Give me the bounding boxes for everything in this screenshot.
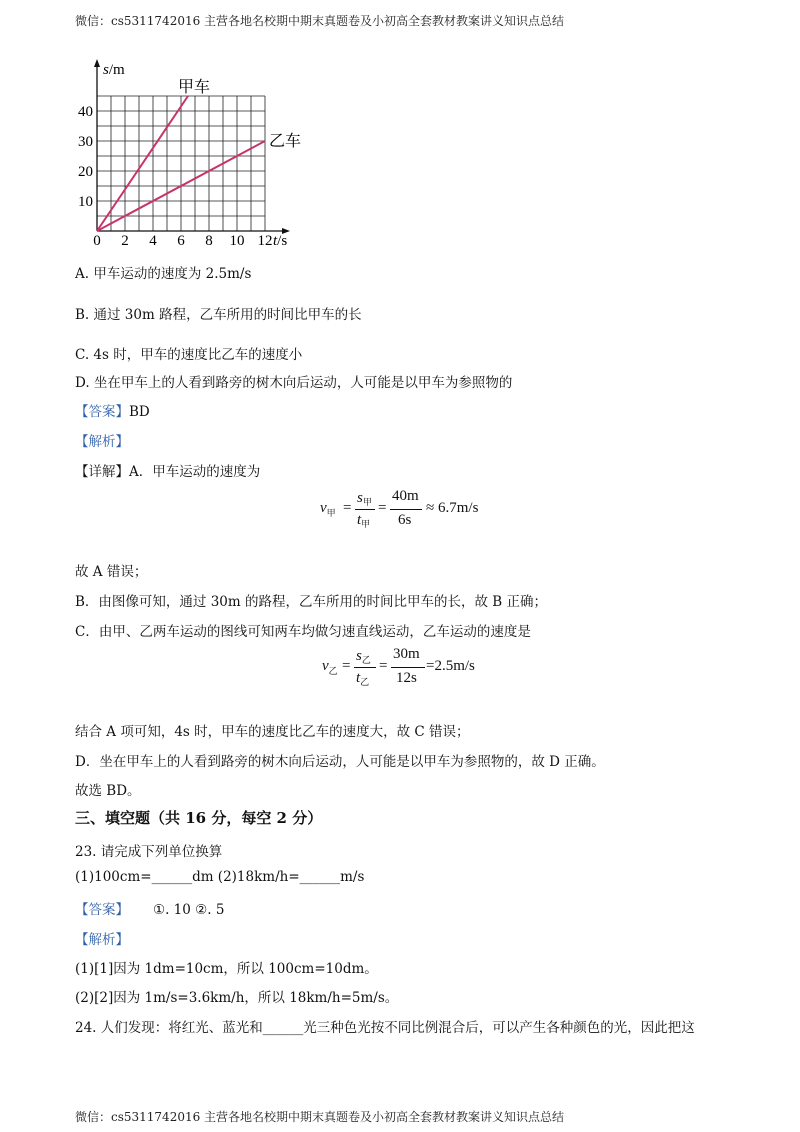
x-tick-label: 2 xyxy=(121,233,129,249)
formula1-lhs: $v_甲$ xyxy=(320,500,336,518)
y-tick-label: 20 xyxy=(78,164,93,180)
page-header: 微信：cs5311742016 主营各地名校期中期末真题卷及小初高全套教材教案讲义知识点总结 xyxy=(75,14,565,28)
x-tick-label: 10 xyxy=(229,233,245,249)
formula2-lhs: $v_乙$ xyxy=(322,658,338,676)
y-axis-arrow xyxy=(94,59,100,67)
question-23: 23. 请完成下列单位换算 xyxy=(75,844,223,860)
chart-series xyxy=(97,78,301,231)
y-tick-label: 30 xyxy=(78,134,93,150)
x-tick-label: 8 xyxy=(205,233,213,249)
x-axis-label: t/s xyxy=(273,233,288,249)
text-choose: 故选 BD。 xyxy=(75,783,141,799)
formula-speed-yi xyxy=(322,646,522,696)
series-label-1: 甲车 xyxy=(178,79,211,96)
detail-line xyxy=(75,460,260,480)
answer-value: BD xyxy=(129,404,150,420)
x-tick-label: 0 xyxy=(93,233,101,249)
analysis-tag: 【解析】 xyxy=(75,434,129,450)
q23-detail-2: (2)[2]因为 1m/s=3.6km/h，所以 18km/h=5m/s。 xyxy=(75,990,399,1006)
formula1-num2: 40m xyxy=(392,488,419,504)
text-a-wrong: 故 A 错误； xyxy=(75,564,148,580)
option-a: A. 甲车运动的速度为 2.5m/s xyxy=(75,266,252,282)
answer-tag: 【答案】 xyxy=(75,404,129,420)
formula-speed-jia xyxy=(320,488,520,538)
formula1-bar2 xyxy=(390,509,422,510)
question-23-blanks: (1)100cm=______dm (2)18km/h=______m/s xyxy=(75,869,365,885)
formula1-eq1: = xyxy=(343,500,352,516)
text-c: C．由甲、乙两车运动的图线可知两车均做匀速直线运动，乙车运动的速度是 xyxy=(75,624,531,640)
text-c2: 结合 A 项可知，4s 时，甲车的速度比乙车的速度大，故 C 错误； xyxy=(75,724,470,740)
formula1-eq2: = xyxy=(378,500,387,516)
x-tick-label: 4 xyxy=(149,233,157,249)
y-axis-label: s/m xyxy=(103,62,125,78)
answer-line xyxy=(75,400,150,420)
distance-time-chart xyxy=(60,55,320,255)
option-d: D. 坐在甲车上的人看到路旁的树木向后运动，人可能是以甲车为参照物的 xyxy=(75,375,513,391)
section-title: 三、填空题（共 16 分，每空 2 分） xyxy=(75,809,323,827)
text-b: B．由图像可知，通过 30m 的路程，乙车所用的时间比甲车的长，故 B 正确； xyxy=(75,594,547,610)
formula2-num: $s_乙$ xyxy=(356,648,371,665)
x-tick-label: 12 xyxy=(257,233,273,249)
text-d: D．坐在甲车上的人看到路旁的树木向后运动，人可能是以甲车为参照物的，故 D 正确。 xyxy=(75,754,605,770)
formula1-rhs: ≈ 6.7m/s xyxy=(426,500,479,516)
detail-tag: 【详解】 xyxy=(75,464,129,480)
question-24: 24. 人们发现：将红光、蓝光和______光三种色光按不同比例混合后，可以产生各种颜色的光，因此把这 xyxy=(75,1020,695,1036)
x-tick-label: 6 xyxy=(177,233,185,249)
option-b: B. 通过 30m 路程，乙车所用的时间比甲车的长 xyxy=(75,307,362,323)
page-footer: 微信：cs5311742016 主营各地名校期中期末真题卷及小初高全套教材教案讲义知识点总结 xyxy=(75,1110,565,1124)
formula2-eq1: = xyxy=(342,658,351,674)
formula2-eq2: = xyxy=(379,658,388,674)
q23-detail-1: (1)[1]因为 1dm=10cm，所以 100cm=10dm。 xyxy=(75,961,378,977)
q23-answer-line xyxy=(75,898,224,918)
formula2-bar1 xyxy=(354,667,376,668)
formula2-num2: 30m xyxy=(393,646,420,662)
formula2-den: $t_乙$ xyxy=(356,670,370,687)
formula2-rhs: =2.5m/s xyxy=(426,658,475,674)
option-c: C. 4s 时，甲车的速度比乙车的速度小 xyxy=(75,347,303,363)
formula2-den2: 12s xyxy=(396,670,417,686)
detail-a: A．甲车运动的速度为 xyxy=(129,464,261,480)
series-label-2: 乙车 xyxy=(269,133,302,150)
chart-grid xyxy=(97,96,265,231)
formula1-num: $s_甲$ xyxy=(357,490,372,507)
q23-answer-tag: 【答案】 xyxy=(75,902,129,918)
formula1-bar1 xyxy=(355,509,375,510)
y-tick-label: 10 xyxy=(78,194,93,210)
q23-analysis-tag: 【解析】 xyxy=(75,932,129,948)
q23-answer-value: ①. 10 ②. 5 xyxy=(153,902,225,918)
formula1-den2: 6s xyxy=(398,512,412,528)
formula2-bar2 xyxy=(391,667,425,668)
formula1-den: $t_甲$ xyxy=(357,512,371,529)
y-tick-label: 40 xyxy=(78,104,93,120)
